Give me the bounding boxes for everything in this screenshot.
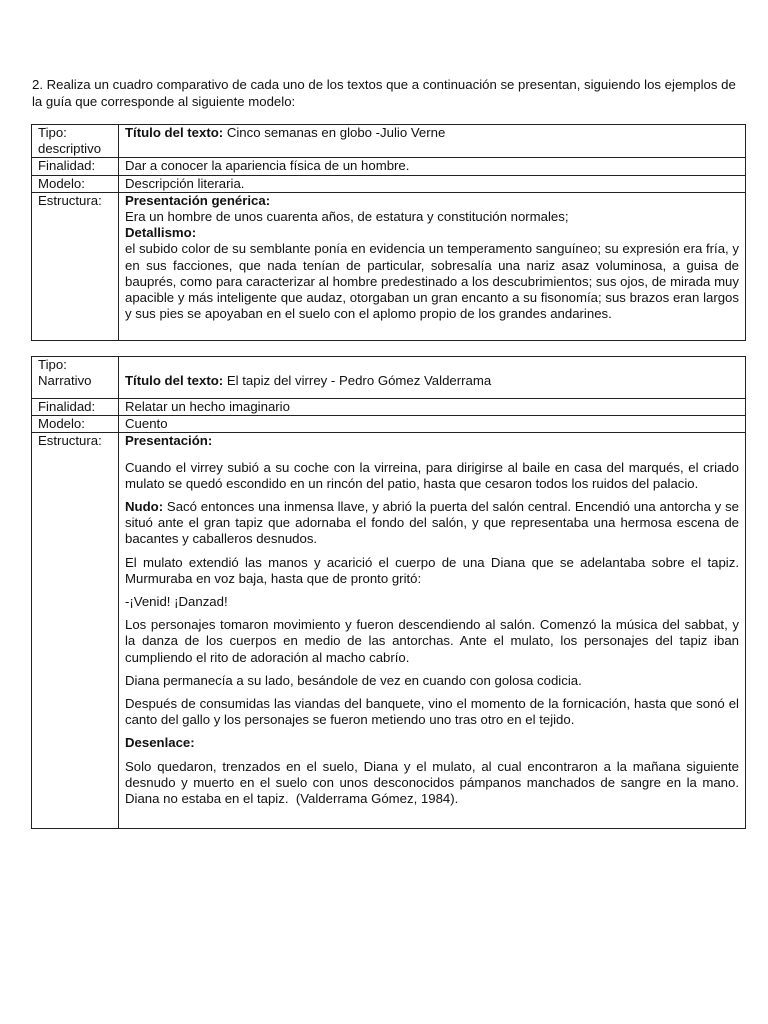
table-row	[32, 416, 746, 433]
presentacion-text: Cuando el virrey subió a su coche con la virreina, para dirigirse al baile en casa del marqués, el criado mulato se quedó escondido en un rincón del patio, hasta que cesaron todos los ruidos del palacio.	[125, 459, 739, 491]
estructura-label: Estructura:	[32, 192, 119, 340]
estructura-content	[119, 192, 746, 340]
table-row	[32, 192, 746, 340]
label-cell	[32, 357, 119, 399]
tipo-label: Tipo:	[38, 357, 67, 372]
table-row	[32, 399, 746, 416]
nudo-paragraph	[125, 499, 739, 548]
table-row	[32, 158, 746, 175]
finalidad-label: Finalidad:	[32, 158, 119, 175]
table-row	[32, 433, 746, 829]
title-cell	[119, 357, 746, 399]
modelo-value: Cuento	[119, 416, 746, 433]
presentacion-text: Era un hombre de unos cuarenta años, de estatura y constitución normales;	[125, 209, 569, 225]
estructura-content	[119, 433, 746, 829]
paragraph: -¡Venid! ¡Danzad!	[125, 594, 228, 610]
desenlace-heading: Desenlace:	[125, 735, 195, 751]
table-row	[32, 125, 746, 158]
modelo-value: Descripción literaria.	[119, 175, 746, 192]
title-value: El tapiz del virrey - Pedro Gómez Valderrama	[226, 373, 492, 389]
label-cell	[32, 125, 119, 158]
title-label: Título del texto:	[125, 125, 224, 140]
finalidad-value: Dar a conocer la apariencia física de un hombre.	[119, 158, 746, 175]
nudo-heading: Nudo:	[125, 499, 164, 515]
detallismo-heading: Detallismo:	[125, 225, 197, 241]
desenlace-text: Solo quedaron, trenzados en el suelo, Diana y el mulato, al cual encontraron a la mañana siguiente desnudo y muerto en el suelo con unos desconocidos pámpanos manchados de sangre en la mano. Diana no estaba en el tapiz.	[125, 758, 739, 807]
paragraph: Los personajes tomaron movimiento y fueron descendiendo al salón. Comenzó la música del sabbat, y la danza de los cuerpos en medio de las antorchas. Ante el mulato, los personajes del tapiz iban cumpliendo el rito de adoración al macho cabrío.	[125, 617, 739, 665]
tipo-value: descriptivo	[38, 141, 102, 157]
table-row	[32, 357, 746, 399]
estructura-label: Estructura:	[32, 433, 119, 829]
title-label: Título del texto:	[125, 373, 224, 389]
finalidad-label: Finalidad:	[32, 399, 119, 416]
finalidad-value: Relatar un hecho imaginario	[119, 399, 746, 416]
paragraph: Diana permanecía a su lado, besándole de vez en cuando con golosa codicia.	[125, 672, 582, 688]
tipo-value: Narrativo	[38, 373, 92, 389]
citation: (Valderrama Gómez, 1984).	[295, 791, 459, 807]
comparison-table-1	[31, 124, 746, 341]
detallismo-text: el subido color de su semblante ponía en evidencia un temperamento sanguíneo; su expresión era fría, y en sus facciones, que nada tenían de particular, sobresalía una nariz asaz voluminosa, a guisa de bauprés, como para caracterizar al hombre predestinado a los descubrimientos; sus ojos, de mirada muy apacible y más inteligente que audaz, otorgaban un gran encanto a su fisonomía; sus brazos eran largos y sus pies se apoyaban en el suelo con el aplomo propio de los grandes andarines.	[125, 241, 739, 322]
nudo-text: Sacó entonces una inmensa llave, y abrió la puerta del salón central. Encendió una antorcha y se situó ante el gran tapiz que adornaba el fondo del salón, y que representaba una hermosa escena de bacantes y caballeros desnudos.	[125, 499, 739, 547]
tipo-label: Tipo:	[38, 125, 67, 140]
modelo-label: Modelo:	[32, 416, 119, 433]
desenlace-paragraph	[125, 759, 739, 808]
title-cell	[119, 125, 746, 158]
presentacion-heading: Presentación genérica:	[125, 192, 271, 208]
presentacion-heading: Presentación:	[125, 433, 213, 449]
title-value: Cinco semanas en globo -Julio Verne	[226, 125, 446, 140]
table-row	[32, 175, 746, 192]
paragraph: El mulato extendió las manos y acarició el cuerpo de una Diana que se adelantaba sobre el tapiz. Murmuraba en voz baja, hasta que de pronto gritó:	[125, 554, 739, 586]
paragraph: Después de consumidas las viandas del banquete, vino el momento de la fornicación, hasta que sonó el canto del gallo y los personajes se fueron metiendo uno tras otro en el tejido.	[125, 696, 739, 728]
modelo-label: Modelo:	[32, 175, 119, 192]
instruction-text: 2. Realiza un cuadro comparativo de cada uno de los textos que a continuación se presentan, siguiendo los ejemplos de la guía que corresponde al siguiente modelo:	[32, 77, 736, 109]
comparison-table-2	[31, 356, 746, 829]
